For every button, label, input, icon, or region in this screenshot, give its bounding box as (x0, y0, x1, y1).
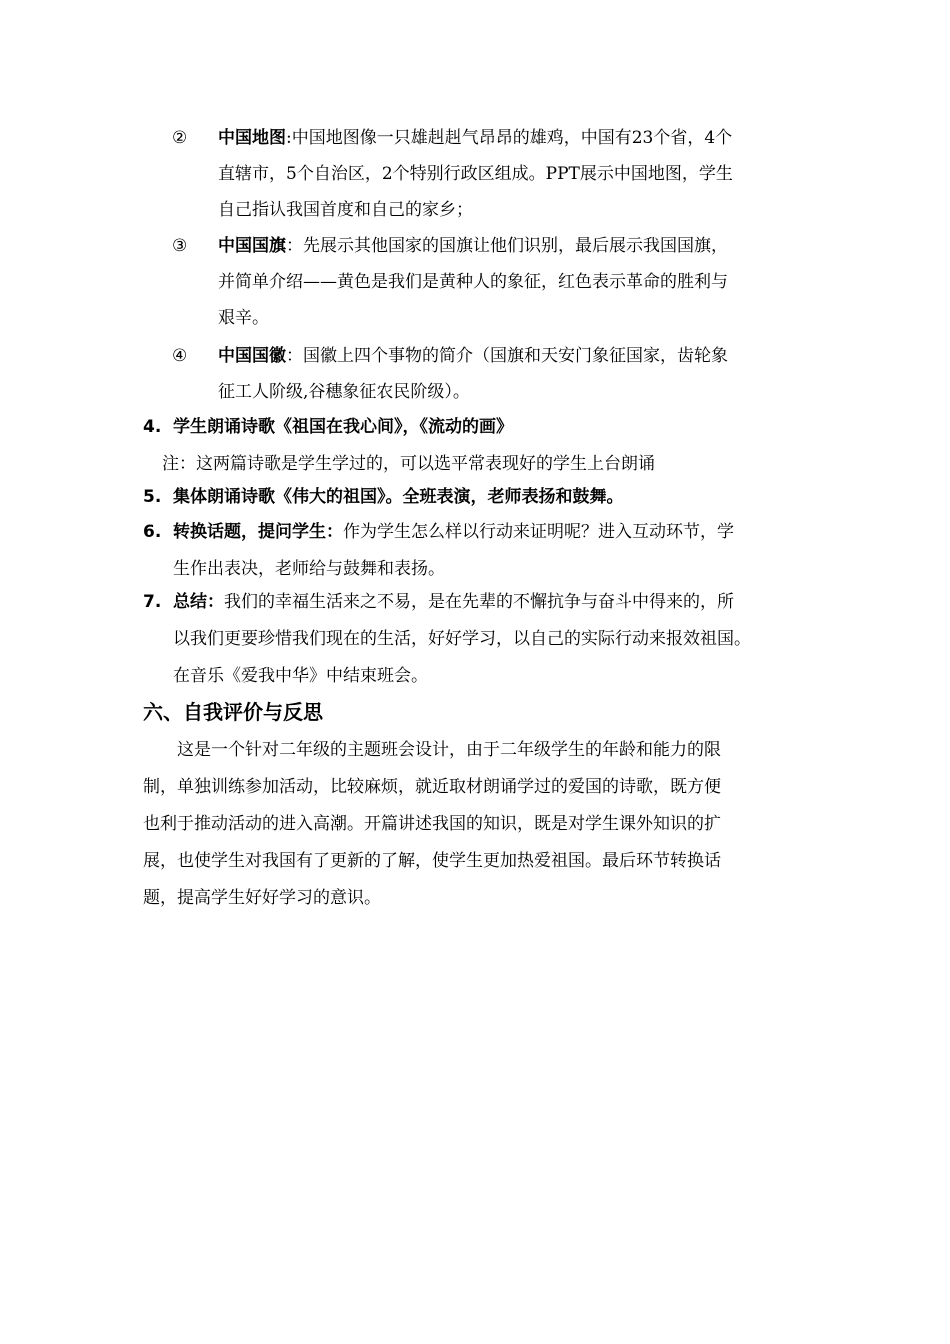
list-number: 5. (143, 487, 162, 507)
list-item-body (173, 584, 828, 695)
list-item-6 (143, 514, 828, 588)
sub-item-line: 艰辛。 (218, 308, 269, 328)
list-item-title: 总结： (173, 592, 224, 612)
sub-item-china-emblem (172, 338, 812, 410)
list-item-line: 总结：我们的幸福生活来之不易，是在先辈的不懈抗争与奋斗中得来的，所 (173, 592, 734, 612)
sub-item-line: 自己指认我国首度和自己的家乡； (218, 200, 473, 220)
sub-item-line: 中国国旗：先展示其他国家的国旗让他们识别，最后展示我国国旗， (218, 236, 728, 256)
sub-item-title: 中国地图 (218, 128, 286, 148)
list-number: 6. (143, 522, 162, 542)
list-item-line: 转换话题，提问学生：作为学生怎么样以行动来证明呢？进入互动环节，学 (173, 522, 734, 542)
sub-item-body (218, 120, 812, 228)
list-item-line: 以我们更要珍惜我们现在的生活，好好学习，以自己的实际行动来报效祖国。 (173, 629, 751, 649)
paragraph-line: 展，也使学生对我国有了更新的了解，使学生更加热爱祖国。最后环节转换话 (143, 851, 721, 871)
sub-item-line: 征工人阶级,谷穗象征农民阶级）。 (218, 382, 470, 402)
circled-number-2: ② (172, 128, 188, 148)
list-item-line: 生作出表决，老师给与鼓舞和表扬。 (173, 559, 445, 579)
list-item-4 (143, 409, 828, 446)
sub-item-body (218, 338, 812, 410)
sub-item-line: 中国国徽：国徽上四个事物的简介（国旗和天安门象征国家，齿轮象 (218, 346, 728, 366)
list-number: 7. (143, 592, 162, 612)
list-item-body (173, 479, 828, 516)
sub-item-line: 直辖市，5个自治区，2个特别行政区组成。PPT展示中国地图，学生 (218, 164, 733, 184)
paragraph-line: 也利于推动活动的进入高潮。开篇讲述我国的知识，既是对学生课外知识的扩 (143, 814, 721, 834)
list-item-text: 集体朗诵诗歌《伟大的祖国》。全班表演，老师表扬和鼓舞。 (173, 487, 624, 507)
sub-item-line: 中国地图:中国地图像一只雄赳赳气昂昂的雄鸡，中国有23个省，4个 (218, 128, 733, 148)
list-item-line: 在音乐《爱我中华》中结束班会。 (173, 666, 428, 686)
circled-number-3: ③ (172, 236, 188, 256)
list-item-body (173, 409, 828, 446)
paragraph-line: 题，提高学生好好学习的意识。 (143, 888, 381, 908)
sub-item-line: 并简单介绍——黄色是我们是黄种人的象征，红色表示革命的胜利与 (218, 272, 728, 292)
paragraph-line: 制，单独训练参加活动，比较麻烦，就近取材朗诵学过的爱国的诗歌，既方便 (143, 777, 721, 797)
list-number: 4. (143, 417, 162, 437)
sub-item-title: 中国国徽 (218, 346, 286, 366)
circled-number-4: ④ (172, 346, 188, 366)
paragraph-line: 这是一个针对二年级的主题班会设计，由于二年级学生的年龄和能力的限 (177, 740, 721, 760)
sub-item-title: 中国国旗 (218, 236, 286, 256)
section-heading: 六、自我评价与反思 (143, 700, 323, 724)
list-item-body (173, 514, 828, 588)
sub-item-china-map (172, 120, 812, 228)
reflection-paragraph (143, 732, 808, 917)
note-text: 注：这两篇诗歌是学生学过的，可以选平常表现好的学生上台朗诵 (162, 454, 655, 474)
list-item-text: 学生朗诵诗歌《祖国在我心间》，《流动的画》 (173, 417, 513, 437)
list-item-5 (143, 479, 828, 516)
sub-item-body (218, 228, 812, 336)
list-item-7 (143, 584, 828, 695)
sub-item-china-flag (172, 228, 812, 336)
list-item-title: 转换话题，提问学生： (173, 522, 343, 542)
